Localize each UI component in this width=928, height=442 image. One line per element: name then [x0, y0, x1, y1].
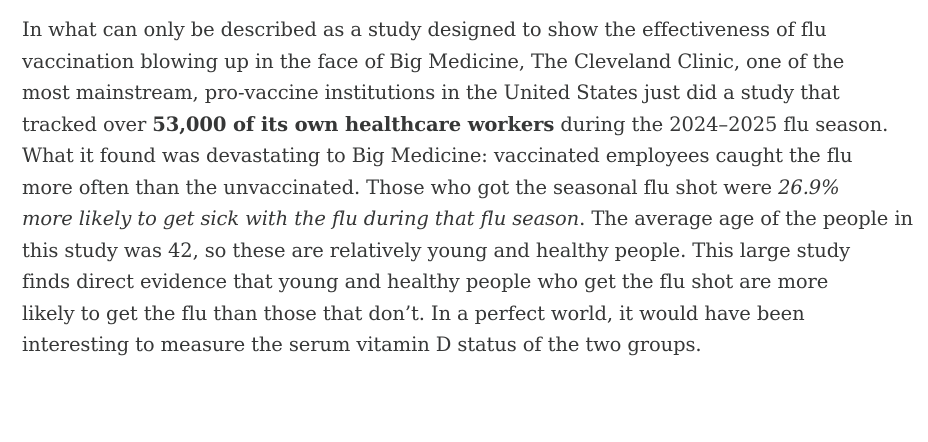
body-text: tracked over — [22, 112, 153, 136]
body-text: this study was 42, so these are relatively young and healthy people. This large study — [22, 238, 851, 262]
body-text: interesting to measure the serum vitamin D status of the two groups. — [22, 333, 702, 356]
paragraph-line — [22, 266, 922, 298]
body-text: likely to get the flu than those that don’t. In a perfect world, it would have been — [22, 301, 805, 325]
bold-emphasis-text: 53,000 of its own healthcare workers — [152, 112, 555, 136]
paragraph-line — [22, 203, 922, 235]
body-text: during the 2024–2025 flu season. — [554, 112, 889, 136]
paragraph-line — [22, 298, 922, 330]
paragraph-line — [22, 77, 922, 109]
body-text: most mainstream, pro-vaccine institutions in the United States just did a study that — [22, 81, 840, 104]
paragraph-line — [22, 109, 922, 141]
body-text: In what can only be described as a study designed to show the effectiveness of flu — [22, 18, 827, 41]
paragraph-line — [22, 46, 922, 78]
paragraph-line — [22, 14, 922, 46]
italic-emphasis-text: 26.9% — [778, 175, 840, 199]
italic-emphasis-text: more likely to get sick with the flu during that flu season — [22, 207, 580, 230]
paragraph-line — [22, 140, 922, 172]
paragraph-line — [22, 172, 922, 204]
article-paragraph — [22, 14, 922, 361]
body-text: . The average age of the people in — [579, 207, 913, 230]
body-text: What it found was devastating to Big Medicine: vaccinated employees caught the flu — [22, 144, 853, 167]
body-text: vaccination blowing up in the face of Big Medicine, The Cleveland Clinic, one of the — [22, 49, 845, 73]
body-text: more often than the unvaccinated. Those who got the seasonal flu shot were — [22, 175, 779, 199]
body-text: finds direct evidence that young and healthy people who get the flu shot are more — [22, 270, 829, 293]
paragraph-line — [22, 329, 922, 361]
paragraph-line — [22, 235, 922, 267]
